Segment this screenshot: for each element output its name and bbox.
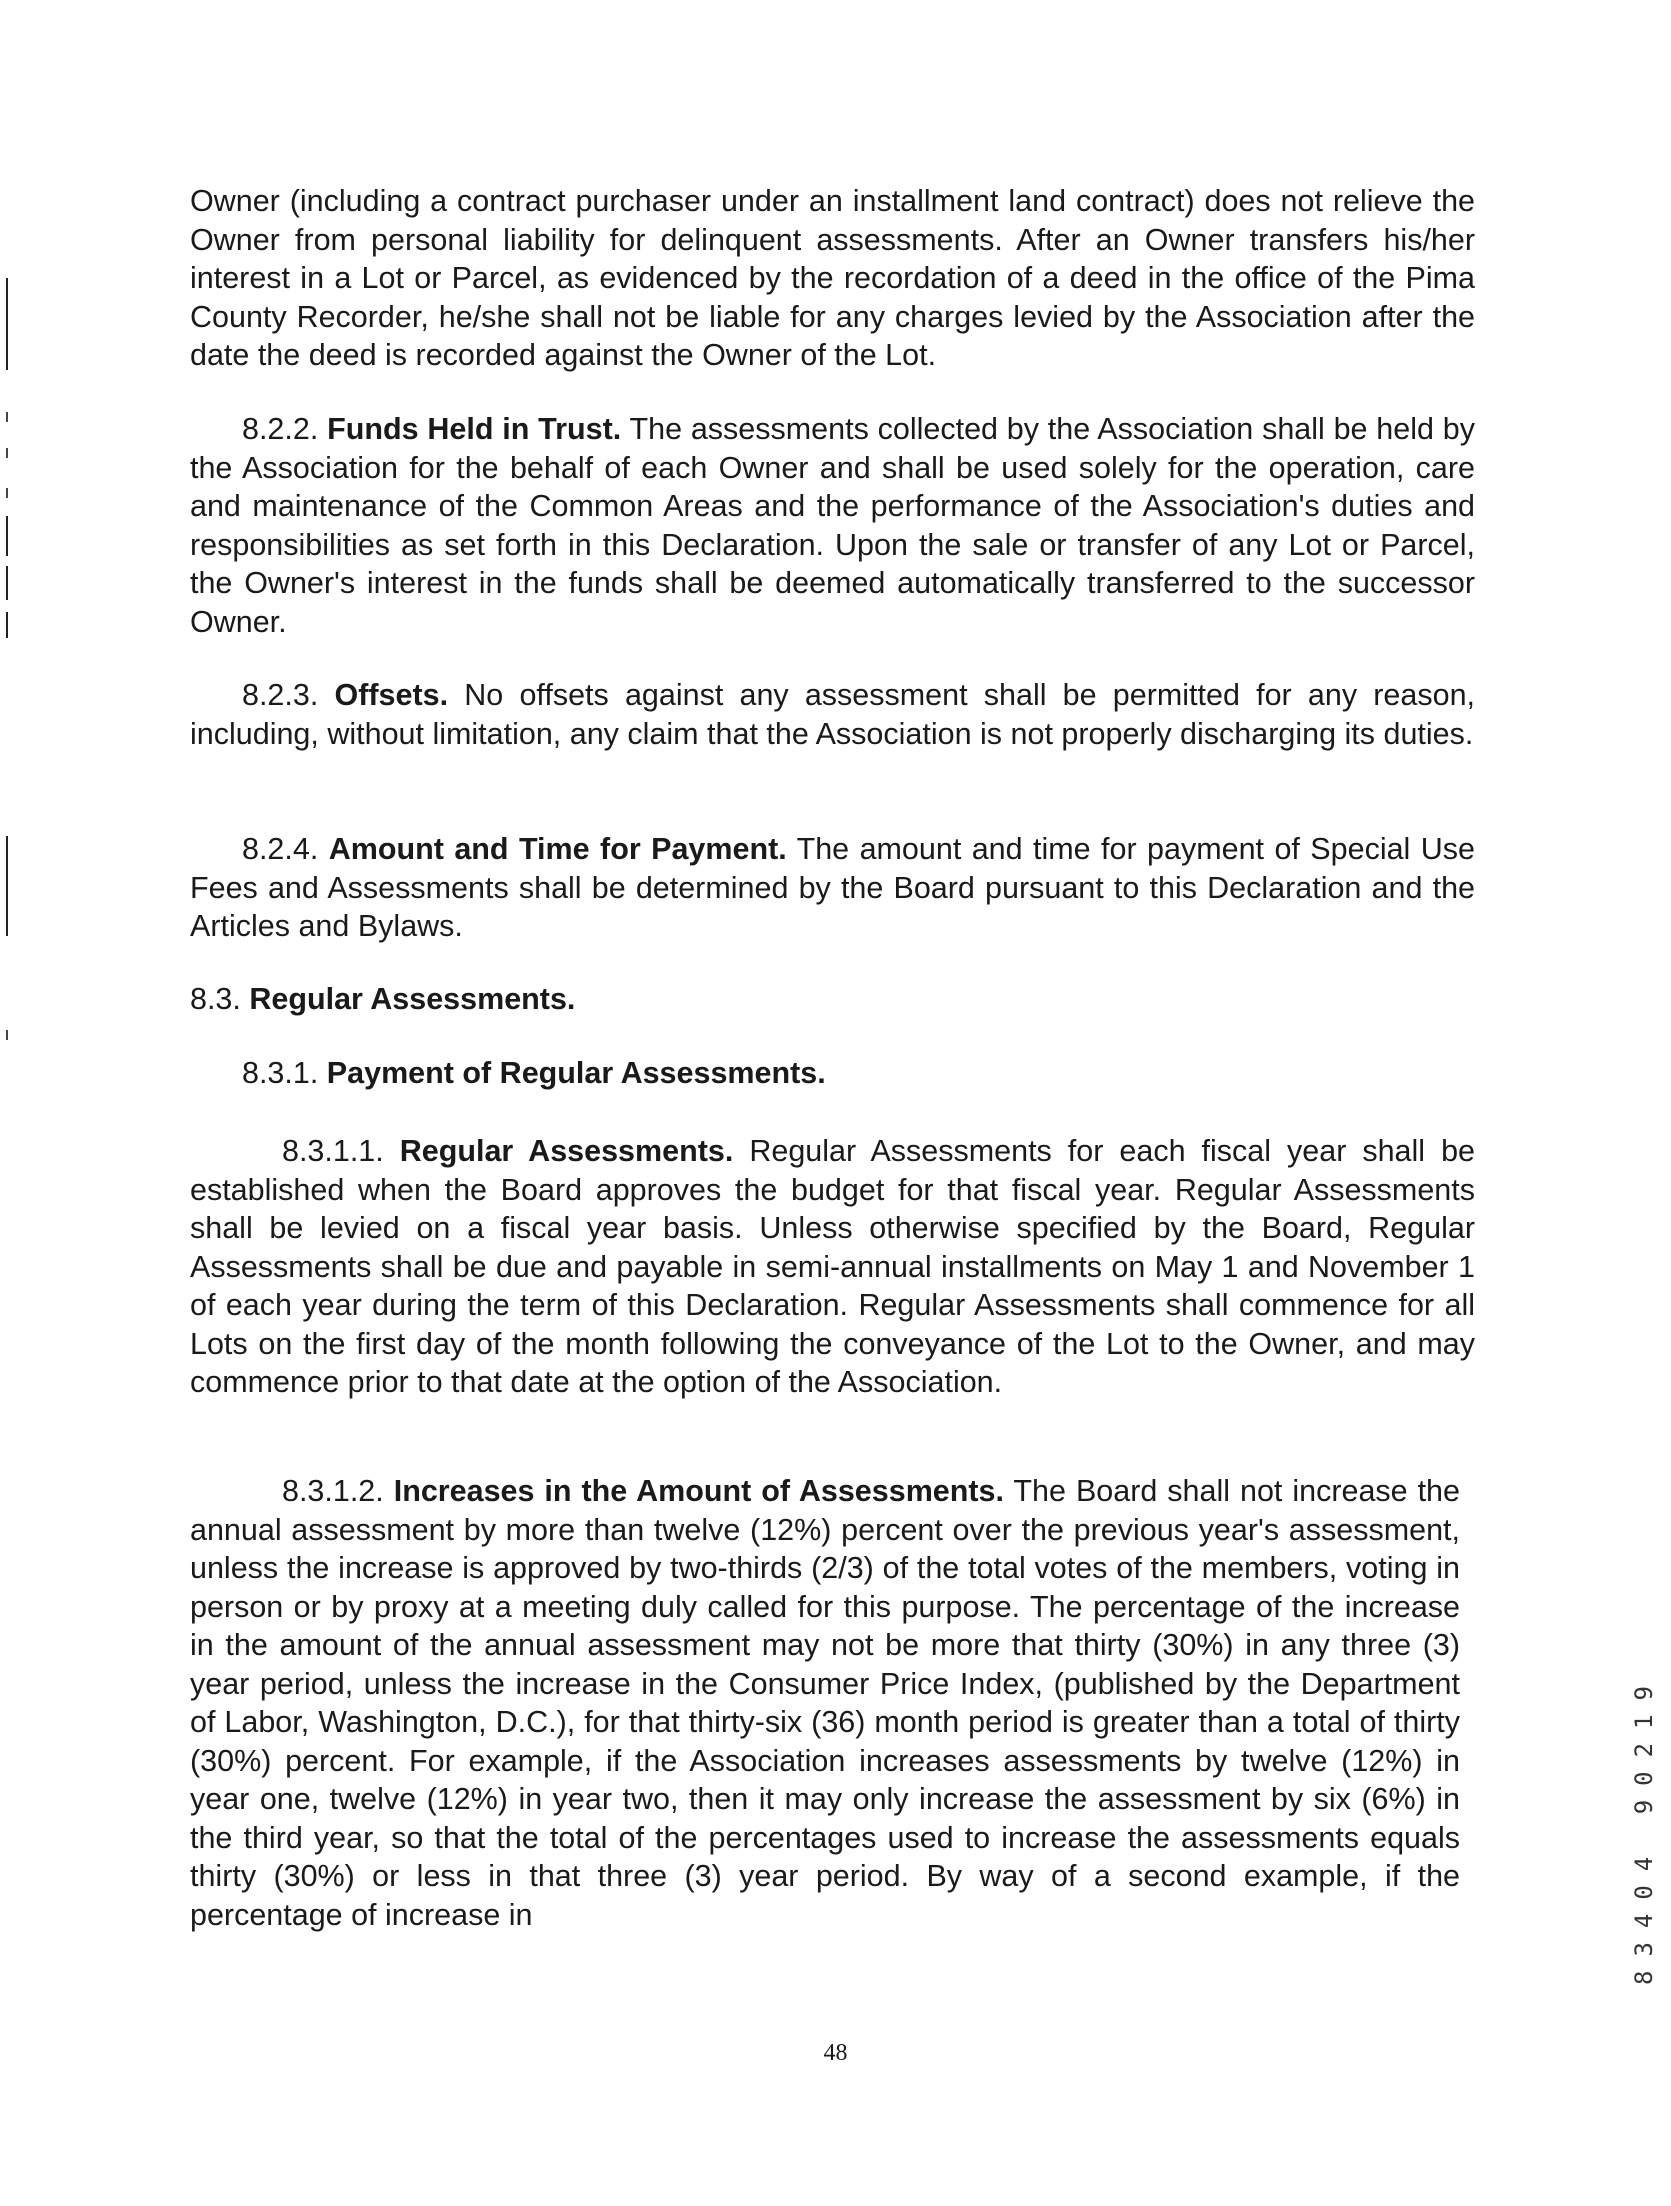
section-8-3-1-2 [190, 1472, 1460, 1934]
revision-tick [6, 448, 8, 458]
revision-bar [6, 566, 8, 600]
revision-tick [6, 1030, 8, 1040]
section-8-2-3 [190, 676, 1475, 753]
section-8-2-2 [190, 410, 1475, 641]
section-number: 8.3.1.2. [282, 1474, 384, 1508]
revision-tick [6, 412, 8, 422]
section-title: Amount and Time for Payment. [328, 832, 787, 866]
continuation-paragraph: Owner (including a contract purchaser under an installment land contract) does not relieve the Owner from personal liability for delinquent assessments. After an Owner transfers his/her interest in a Lot or Parcel, as evidenced by the recordation of a deed in the office of the Pima County Recorder, he/she shall not be liable for any charges levied by the Association after the date the deed is recorded against the Owner of the Lot. [190, 184, 1475, 372]
section-8-3-1-1 [190, 1132, 1475, 1402]
section-body: The amount and time for payment of Special Use Fees and Assessments shall be determined by the Board pursuant to this Declaration and the Articles and Bylaws. [190, 832, 1475, 943]
recording-stamp [1600, 1565, 1658, 1985]
revision-bar [6, 278, 8, 370]
page-number: 48 [823, 2040, 848, 2066]
section-body: Regular Assessments for each fiscal year shall be established when the Board approves the budget for that fiscal year. Regular Assessments shall be levied on a fiscal year basis. Unless otherwise specified by the Board, Regular Assessments shall be due and payable in semi-annual installments on May 1 and November 1 of each year during the term of this Declaration. Regular Assessments shall commence for all Lots on the first day of the month following the conveyance of the Lot to the Owner, and may commence prior to that date at the option of the Association. [190, 1134, 1475, 1399]
section-number: 8.3.1.1. [282, 1134, 384, 1168]
section-body: No offsets against any assessment shall be permitted for any reason, including, without limitation, any claim that the Association is not properly discharging its duties. [190, 678, 1476, 751]
section-number: 8.3. [190, 982, 241, 1016]
revision-bar [6, 516, 8, 556]
section-title: Funds Held in Trust. [327, 412, 622, 446]
section-8-3-1-heading [242, 1054, 826, 1093]
revision-bar [6, 836, 8, 936]
section-title: Payment of Regular Assessments. [326, 1056, 826, 1090]
section-title: Regular Assessments. [249, 982, 576, 1016]
section-title: Increases in the Amount of Assessments. [393, 1474, 1004, 1508]
revision-bar [6, 612, 8, 638]
revision-tick [6, 488, 8, 498]
section-number: 8.2.2. [242, 412, 319, 446]
section-8-2-4 [190, 830, 1475, 946]
section-title: Regular Assessments. [399, 1134, 734, 1168]
section-body: The assessments collected by the Association shall be held by the Association for the behalf of each Owner and shall be used solely for the operation, care and maintenance of the Common Areas and the performance of the Association's duties and responsibilities as set forth in this Declaration. Upon the sale or transfer of any Lot or Parcel, the Owner's interest in the funds shall be deemed automatically transferred to the successor Owner. [190, 412, 1475, 639]
section-8-3-heading [190, 980, 575, 1019]
recording-stamp-text: 83404 90219 [1630, 1672, 1658, 1985]
section-number: 8.2.4. [242, 832, 319, 866]
section-number: 8.3.1. [242, 1056, 319, 1090]
section-body: The Board shall not increase the annual assessment by more than twelve (12%) percent over the previous year's assessment, unless the increase is approved by two-thirds (2/3) of the total votes of the members, voting in person or by proxy at a meeting duly called for this purpose. The percentage of the increase in the amount of the annual assessment may not be more that thirty (30%) in any three (3) year period, unless the increase in the Consumer Price Index, (published by the Department of Labor, Washington, D.C.), for that thirty-six (36) month period is greater than a total of thirty (30%) percent. For example, if the Association increases assessments by twelve (12%) in year one, twelve (12%) in year two, then it may only increase the assessment by six (6%) in the third year, so that the total of the percentages used to increase the assessments equals thirty (30%) or less in that three (3) year period. By way of a second example, if the percentage of increase in [190, 1474, 1460, 1932]
section-title: Offsets. [334, 678, 449, 712]
section-number: 8.2.3. [242, 678, 319, 712]
